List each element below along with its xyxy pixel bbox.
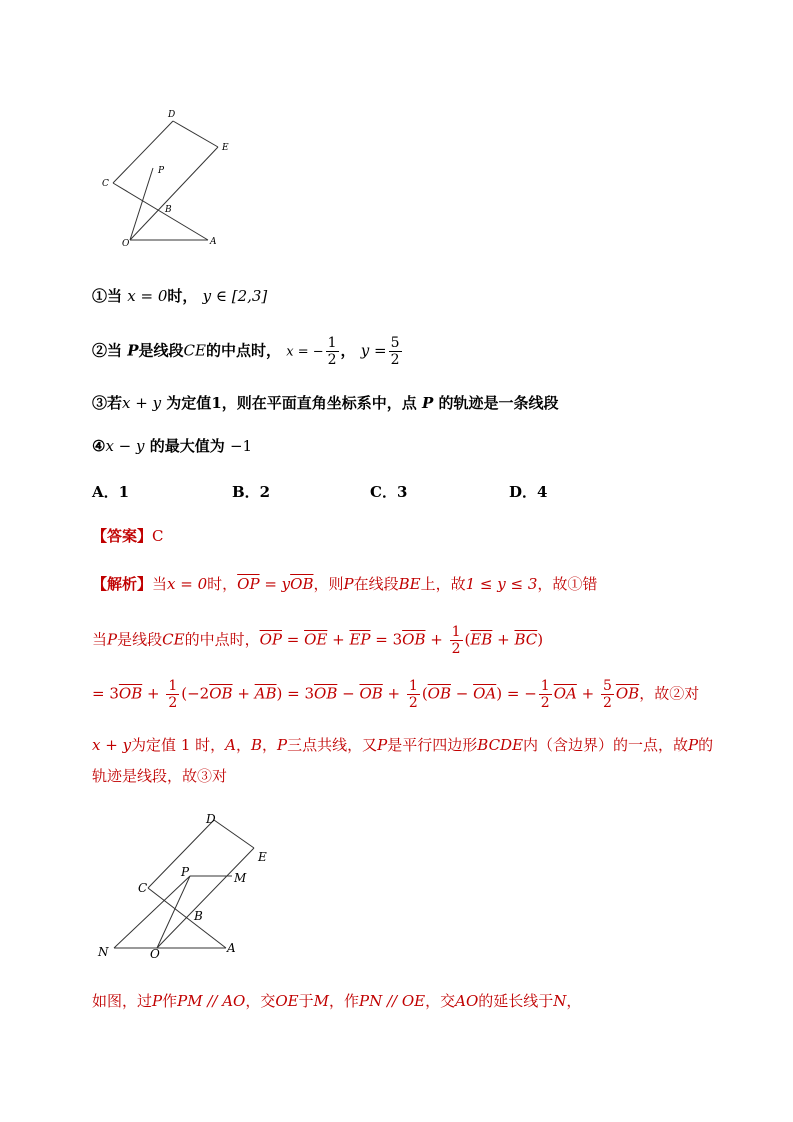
- analysis-line-3: [92, 678, 699, 711]
- label-B: B: [194, 909, 203, 923]
- l3-b: (−2: [181, 684, 210, 703]
- l3-f1d: 2: [168, 695, 178, 711]
- l3-c: +: [232, 684, 255, 703]
- l6-e: ，交: [245, 992, 276, 1010]
- l1-eq: = y: [259, 575, 291, 593]
- s2-tail: 的中点时，: [205, 341, 281, 360]
- l2-eb-vector: $\overline{EB}$: [470, 630, 493, 649]
- analysis-line-5: 轨迹是线段，故③对: [92, 767, 228, 785]
- s2-x-num: 1: [327, 335, 337, 351]
- analysis-line-6: [92, 990, 581, 1011]
- l3-f3n: 1: [540, 678, 550, 694]
- l6-h: M: [313, 992, 329, 1010]
- l6-j: PN // OE: [359, 992, 426, 1010]
- s1-cond: x = 0: [127, 287, 168, 305]
- label-D: D: [206, 812, 216, 826]
- s3-expr: x + y: [122, 394, 162, 412]
- l4-l: 内（含边界）的一点，故: [523, 736, 689, 754]
- label-O: O: [150, 947, 160, 961]
- s2-x: x = −: [286, 344, 324, 360]
- l6-b: P: [152, 992, 163, 1010]
- l6-f: OE: [275, 992, 299, 1010]
- l6-a: 如图，过: [92, 992, 153, 1010]
- l2-b: 是线段: [117, 630, 163, 649]
- l1-p: P: [343, 575, 354, 593]
- l3-a: = 3: [92, 684, 119, 703]
- l4-f: ，: [262, 736, 278, 754]
- l3-f2n: 1: [408, 678, 418, 694]
- l2-frac-num: 1: [451, 624, 461, 640]
- s4-expr: x − y: [105, 437, 145, 455]
- l1-b: x = 0: [167, 575, 208, 593]
- l1-e: 在线段: [353, 575, 399, 593]
- l3-frac4: [601, 678, 614, 711]
- edge-DE: [214, 820, 254, 848]
- s2-prefix: ②当: [92, 341, 123, 360]
- label-P: P: [158, 166, 165, 176]
- l6-n: N: [553, 992, 567, 1010]
- l2-ob-vector: $\overline{OB}$: [402, 630, 426, 649]
- analysis-line-1: [92, 573, 597, 594]
- l3-f4n: 5: [602, 678, 612, 694]
- l2-op-vector: $\overline{OP}$: [259, 630, 282, 649]
- answer-line: [92, 525, 164, 546]
- answer-value: C: [152, 527, 164, 545]
- s2-p: P: [127, 341, 139, 360]
- edge-OP: [130, 168, 153, 240]
- l6-i: ，作: [329, 992, 360, 1010]
- l4-d: ，: [235, 736, 251, 754]
- edge-DE: [173, 121, 218, 147]
- l4-c: A: [225, 736, 236, 754]
- l3-ob3: $\overline{OB}$: [314, 684, 338, 703]
- l6-k: ，交: [425, 992, 456, 1010]
- l1-ob-vector: $\overline{OB}$: [290, 575, 314, 593]
- l2-close: ): [537, 630, 544, 649]
- l4-i: P: [377, 736, 388, 754]
- label-M: M: [234, 871, 247, 885]
- l2-p: P: [107, 630, 118, 649]
- analysis-tag: 【解析】: [92, 575, 153, 593]
- l2-frac: [450, 624, 463, 657]
- l2-oe-vector: $\overline{OE}$: [304, 630, 328, 649]
- label-B: B: [165, 205, 172, 215]
- option-a: A．1: [92, 483, 130, 501]
- l3-i: ) = −: [496, 684, 537, 703]
- l3-ob4: $\overline{OB}$: [359, 684, 383, 703]
- l2-frac-den: 2: [451, 641, 461, 657]
- l3-d: ) = 3: [276, 684, 315, 703]
- l4-j: 是平行四边形: [387, 736, 478, 754]
- l3-frac2: [407, 678, 420, 711]
- l6-l: AO: [455, 992, 479, 1010]
- l3-f: +: [382, 684, 405, 703]
- s3-p: P: [422, 394, 434, 412]
- l2-plus: +: [327, 630, 350, 649]
- s3-tail2: 的轨迹是一条线段: [438, 394, 559, 412]
- label-A: A: [227, 941, 236, 955]
- s2-x-frac: [326, 335, 339, 368]
- analysis-line-4: [92, 734, 713, 755]
- l1-op-vector: $\overline{OP}$: [237, 575, 260, 593]
- label-C: C: [138, 881, 148, 895]
- l6-g: 于: [298, 992, 314, 1010]
- figure-2: [92, 808, 282, 968]
- l1-ineq: 1 ≤ y ≤ 3: [465, 575, 538, 593]
- s3-tail1: ，则在平面直角坐标系中，点: [221, 394, 417, 412]
- label-P: P: [181, 865, 190, 879]
- l3-ob6: $\overline{OB}$: [615, 684, 640, 703]
- l3-oa2: $\overline{OA}$: [553, 684, 577, 703]
- s3-mid: 为定值: [166, 394, 212, 412]
- l4-g: P: [277, 736, 288, 754]
- label-O: O: [122, 239, 130, 249]
- l3-ob2: $\overline{OB}$: [209, 684, 233, 703]
- s2-x-den: 2: [327, 352, 337, 368]
- l3-ob5: $\overline{OB}$: [427, 684, 451, 703]
- option-c: C．3: [370, 483, 408, 501]
- l3-g: (: [421, 684, 428, 703]
- l3-ob1: $\overline{OB}$: [118, 684, 143, 703]
- label-E: E: [258, 850, 267, 864]
- l6-o: ，: [566, 992, 582, 1010]
- s2-y-frac: [389, 335, 402, 368]
- l1-g: ，故①错: [537, 575, 598, 593]
- answer-tag: 【答案】: [92, 527, 153, 545]
- l2-open: (: [464, 630, 471, 649]
- l2-plus3: +: [492, 630, 515, 649]
- l2-plus2: +: [425, 630, 448, 649]
- l1-c: 时，: [207, 575, 238, 593]
- s1-res: y ∈ [2,3]: [202, 287, 268, 305]
- s2-mid: 是线段: [138, 341, 184, 360]
- l4-e: B: [251, 736, 263, 754]
- s2-sep: ，: [340, 341, 356, 360]
- s2-y: y =: [360, 341, 387, 360]
- s3-val: 1: [211, 394, 222, 412]
- edge-OP: [157, 876, 190, 948]
- l3-f1n: 1: [168, 678, 178, 694]
- l2-eq2: = 3: [370, 630, 403, 649]
- edge-CA: [113, 183, 208, 240]
- l4-m: P: [688, 736, 699, 754]
- l3-h: −: [451, 684, 474, 703]
- label-D: D: [168, 110, 176, 120]
- l4-k: BCDE: [477, 736, 524, 754]
- l2-bc-vector: $\overline{BC}$: [514, 630, 538, 649]
- l2-ep-vector: $\overline{EP}$: [349, 630, 371, 649]
- l4-b: 为定值 1 时，: [131, 736, 226, 754]
- option-b: B．2: [232, 483, 271, 501]
- edge-CA: [148, 888, 226, 948]
- option-d: D．4: [509, 483, 548, 501]
- l3-e: −: [337, 684, 360, 703]
- l1-be: BE: [398, 575, 421, 593]
- label-C: C: [102, 179, 109, 189]
- l3-frac1: [166, 678, 179, 711]
- label-N: N: [98, 945, 109, 959]
- l3-f4d: 2: [602, 695, 612, 711]
- l2-eq1: =: [281, 630, 305, 649]
- s4-val: −1: [229, 437, 253, 455]
- s3-prefix: ③若: [92, 394, 123, 412]
- l6-d: PM // AO: [177, 992, 246, 1010]
- s2-y-den: 2: [390, 352, 400, 368]
- label-E: E: [222, 143, 229, 153]
- statement-4: [92, 435, 252, 456]
- l3-oa: $\overline{OA}$: [473, 684, 497, 703]
- l3-f2d: 2: [408, 695, 418, 711]
- l1-a: 当: [152, 575, 168, 593]
- l6-m: 的延长线于: [478, 992, 554, 1010]
- s2-y-num: 5: [390, 335, 400, 351]
- l2-c: 的中点时，: [184, 630, 260, 649]
- l2-a: 当: [92, 630, 108, 649]
- statement-1: [92, 285, 267, 306]
- l3-k: ，故②对: [639, 684, 700, 703]
- edge-EO: [157, 848, 254, 948]
- s4-prefix: ④: [92, 437, 106, 455]
- analysis-line-2: [92, 624, 543, 657]
- l3-frac3: [539, 678, 552, 711]
- s4-mid: 的最大值为: [149, 437, 225, 455]
- figure-1: [90, 100, 250, 260]
- l4-h: 三点共线，又: [287, 736, 378, 754]
- label-A: A: [210, 237, 217, 247]
- l3-f3d: 2: [540, 695, 550, 711]
- l3-j: +: [576, 684, 599, 703]
- l2-ce: CE: [162, 630, 185, 649]
- l3-plus: +: [142, 684, 165, 703]
- s2-ce: CE: [183, 341, 206, 360]
- l6-c: 作: [162, 992, 178, 1010]
- l1-f: 上，故: [420, 575, 466, 593]
- s1-mid: 时，: [167, 287, 198, 305]
- edge-EO: [130, 147, 218, 240]
- l1-d: ，则: [313, 575, 344, 593]
- s1-prefix: ①当: [92, 287, 123, 305]
- statement-2: [92, 335, 404, 368]
- l4-a: x + y: [92, 736, 132, 754]
- statement-3: [92, 392, 559, 413]
- l4-n: 的: [698, 736, 714, 754]
- l3-ab: $\overline{AB}$: [254, 684, 277, 703]
